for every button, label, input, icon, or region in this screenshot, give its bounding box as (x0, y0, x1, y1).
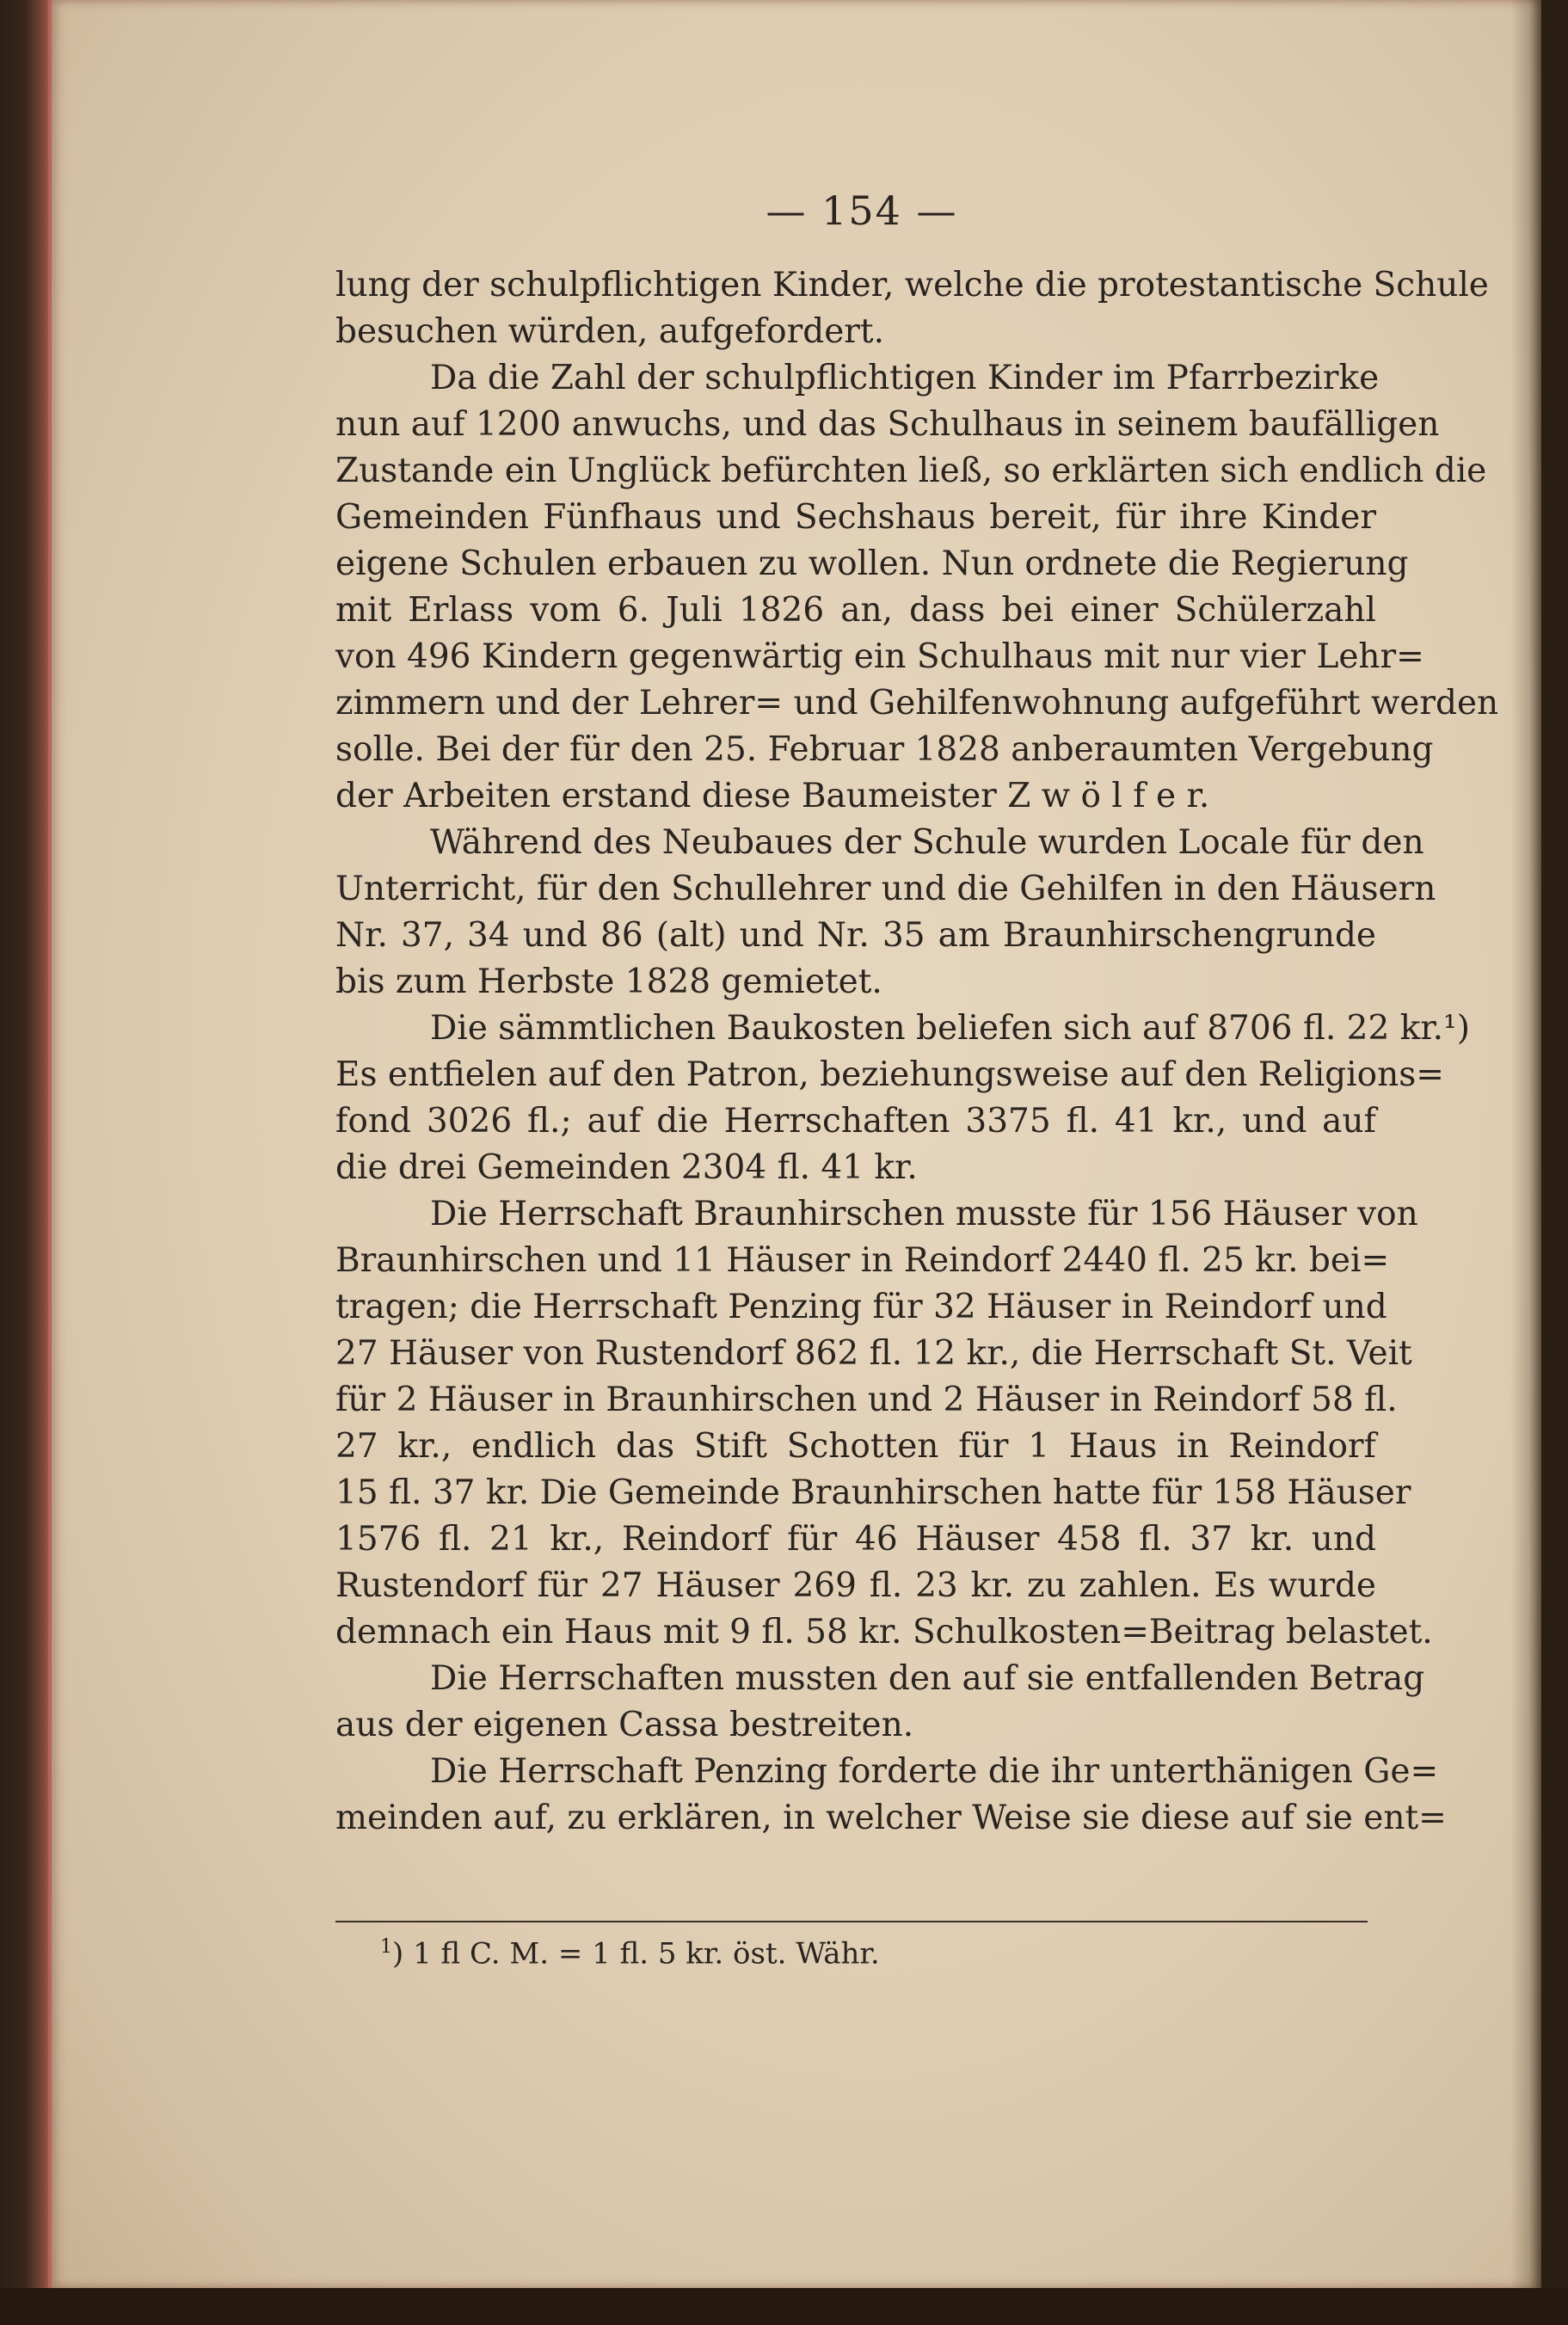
text-line: demnach ein Haus mit 9 fl. 58 kr. Schulkosten=Beitrag belastet. (335, 1613, 1433, 1651)
text-line: zimmern und der Lehrer= und Gehilfenwohnung aufgeführt werden (335, 684, 1499, 723)
text-line: Rustendorf für 27 Häuser 269 fl. 23 kr. zu zahlen. Es wurde (335, 1566, 1376, 1605)
text-line: Zustande ein Unglück befürchten ließ, so erklärten sich endlich die (335, 452, 1487, 490)
page-number: — 154 — (766, 188, 958, 234)
text-line: Nr. 37, 34 und 86 (alt) und Nr. 35 am Braunhirschengrunde (335, 916, 1376, 955)
text-line: für 2 Häuser in Braunhirschen und 2 Häuser in Reindorf 58 fl. (335, 1381, 1398, 1419)
text-line: lung der schulpflichtigen Kinder, welche die protestantische Schule (335, 266, 1489, 304)
footnote-divider (335, 1921, 1368, 1922)
text-line: Braunhirschen und 11 Häuser in Reindorf 2440 fl. 25 kr. bei= (335, 1241, 1390, 1280)
text-line: Da die Zahl der schulpflichtigen Kinder im Pfarrbezirke (430, 359, 1380, 397)
text-line: Die Herrschaft Braunhirschen musste für 156 Häuser von (430, 1195, 1418, 1233)
text-line: Während des Neubaues der Schule wurden Locale für den (430, 823, 1424, 862)
page-bottom-shadow (0, 2288, 1568, 2325)
text-line: Die Herrschaft Penzing forderte die ihr unterthänigen Ge= (430, 1752, 1439, 1791)
footnote-marker: 1 (380, 1936, 392, 1958)
book-binding-edge (0, 0, 52, 2325)
text-line: 27 Häuser von Rustendorf 862 fl. 12 kr., die Herrschaft St. Veit (335, 1334, 1412, 1373)
text-line: 27 kr., endlich das Stift Schotten für 1 Haus in Reindorf (335, 1427, 1376, 1466)
text-line: tragen; die Herrschaft Penzing für 32 Häuser in Reindorf und (335, 1288, 1387, 1326)
text-line: fond 3026 fl.; auf die Herrschaften 3375 fl. 41 kr., und auf (335, 1102, 1376, 1141)
text-line: die drei Gemeinden 2304 fl. 41 kr. (335, 1148, 918, 1187)
text-line: Die Herrschaften mussten den auf sie entfallenden Betrag (430, 1659, 1425, 1698)
body-text (335, 262, 1499, 1842)
text-line: Gemeinden Fünfhaus und Sechshaus bereit, für ihre Kinder (335, 498, 1376, 537)
text-line: Unterricht, für den Schullehrer und die Gehilfen in den Häusern (335, 870, 1436, 908)
text-line: meinden auf, zu erklären, in welcher Weise sie diese auf sie ent= (335, 1799, 1447, 1837)
footnote (380, 1927, 880, 1974)
page-right-edge (1510, 0, 1541, 2288)
text-line: bis zum Herbste 1828 gemietet. (335, 963, 882, 1001)
text-line: solle. Bei der für den 25. Februar 1828 anberaumten Vergebung (335, 730, 1434, 769)
text-line: Die sämmtlichen Baukosten beliefen sich auf 8706 fl. 22 kr.¹) (430, 1009, 1470, 1048)
text-line: nun auf 1200 anwuchs, und das Schulhaus in seinem baufälligen (335, 405, 1440, 444)
text-line: besuchen würden, aufgefordert. (335, 312, 884, 351)
text-line: von 496 Kindern gegenwärtig ein Schulhaus mit nur vier Lehr= (335, 637, 1424, 676)
text-line: Es entfielen auf den Patron, beziehungsweise auf den Religions= (335, 1055, 1444, 1094)
text-line: 15 fl. 37 kr. Die Gemeinde Braunhirschen hatte für 158 Häuser (335, 1473, 1411, 1512)
text-line: der Arbeiten erstand diese Baumeister Z w ö l f e r. (335, 777, 1210, 815)
footnote-text: ) 1 fl C. M. = 1 fl. 5 kr. öst. Währ. (392, 1936, 880, 1971)
text-line: mit Erlass vom 6. Juli 1826 an, dass bei einer Schülerzahl (335, 591, 1376, 630)
text-line: 1576 fl. 21 kr., Reindorf für 46 Häuser 458 fl. 37 kr. und (335, 1520, 1376, 1559)
text-line: eigene Schulen erbauen zu wollen. Nun ordnete die Regierung (335, 544, 1409, 583)
text-line: aus der eigenen Cassa bestreiten. (335, 1706, 914, 1744)
